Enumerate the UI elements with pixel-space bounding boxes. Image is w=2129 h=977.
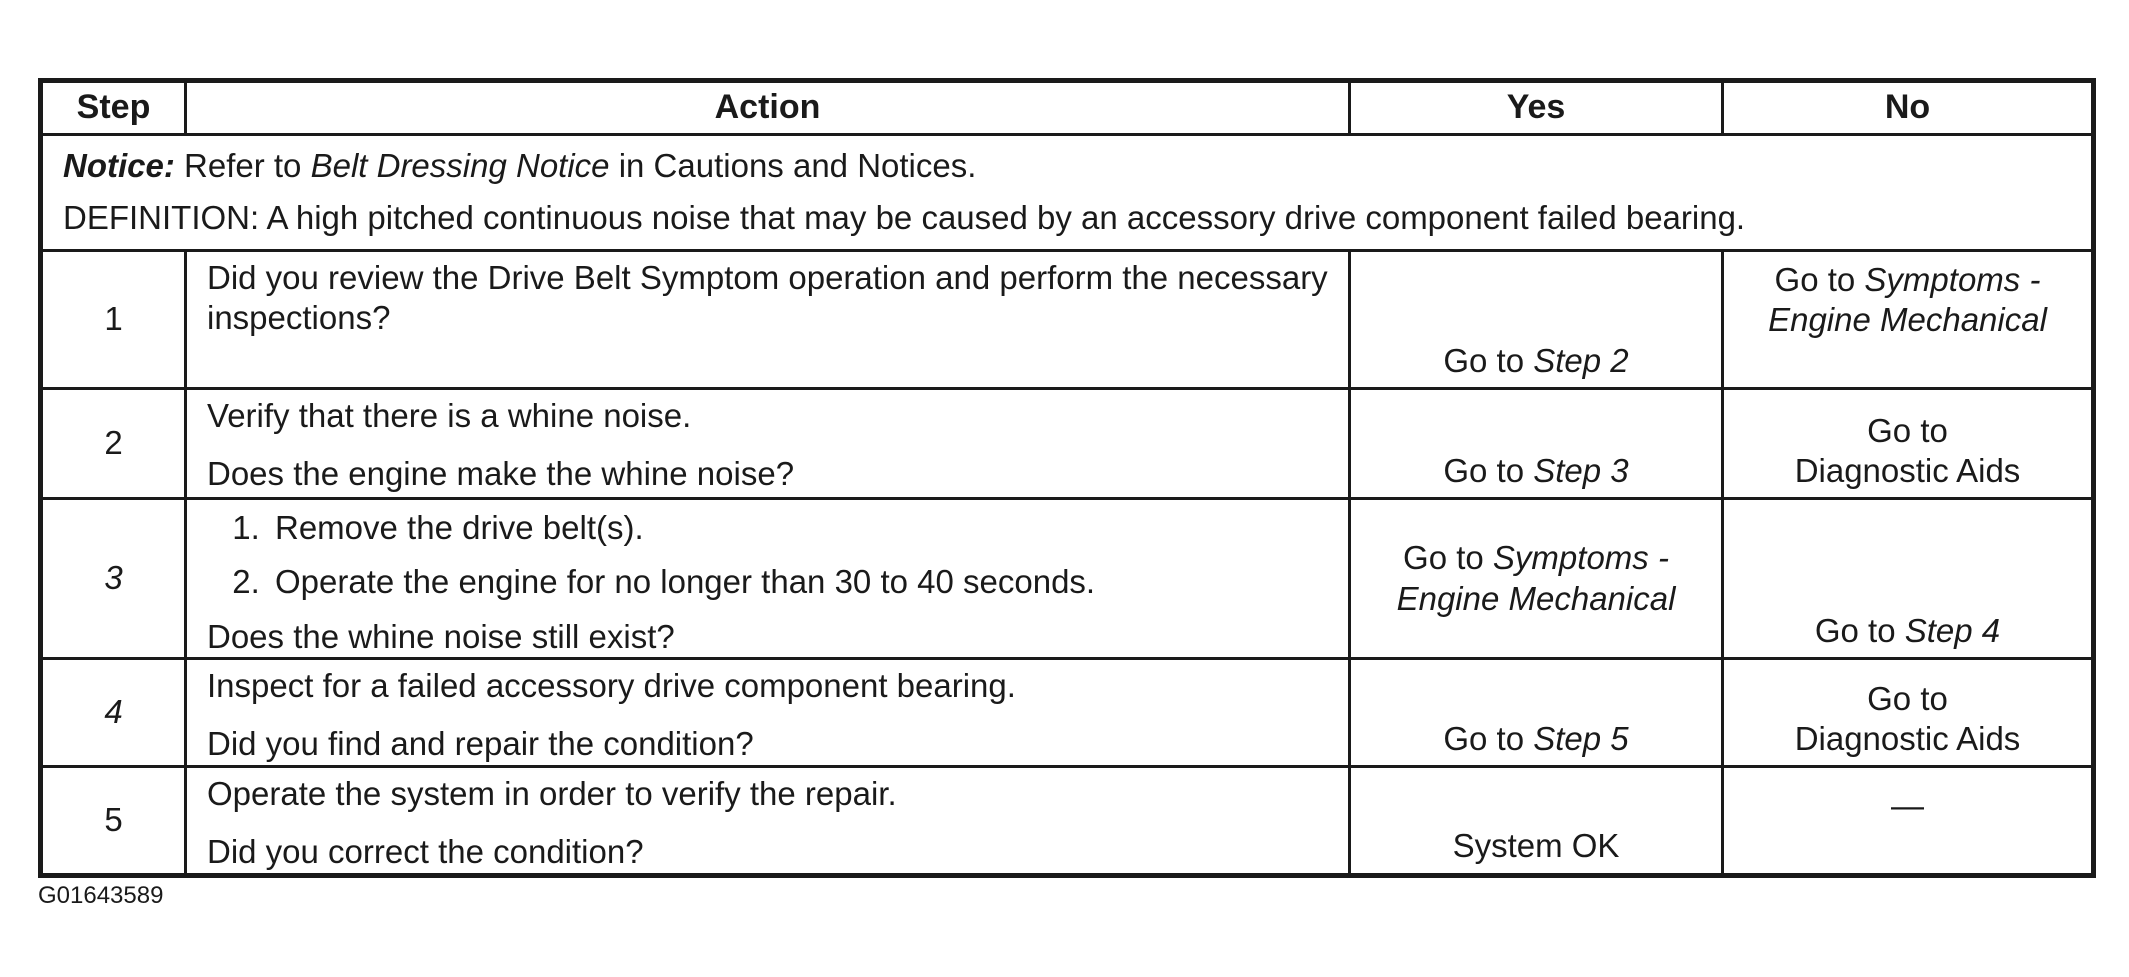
table-row: [41, 389, 2094, 499]
no-target-line2: Engine Mechanical: [1768, 301, 2047, 339]
step-number: 4: [41, 659, 186, 767]
yes-target: Step 5: [1533, 719, 1629, 757]
definition-text: DEFINITION: A high pitched continuous noise that may be caused by an accessory drive component failed bearing.: [63, 199, 1746, 237]
yes-cell[interactable]: System OK: [1350, 767, 1723, 876]
no-cell[interactable]: [1723, 659, 2094, 767]
yes-prefix: Go to: [1443, 719, 1534, 757]
no-cell: [1723, 767, 2094, 876]
no-line2: Diagnostic Aids: [1794, 451, 2021, 489]
action-text: Operate the system in order to verify the repair.: [207, 775, 897, 812]
no-answer-dash: —: [1891, 787, 1924, 824]
notice-label: Notice:: [63, 147, 175, 184]
header-yes: Yes: [1350, 81, 1723, 135]
no-line1: Go to: [1867, 679, 1948, 717]
action-cell: [186, 389, 1350, 499]
notice-row: [41, 135, 2094, 251]
step-number: 1: [41, 251, 186, 389]
action-cell: [186, 659, 1350, 767]
no-prefix: Go to: [1814, 611, 1905, 649]
table-row: [41, 499, 2094, 659]
step-number: 5: [41, 767, 186, 876]
diagnostic-table: [38, 78, 2096, 878]
yes-prefix: Go to: [1403, 539, 1493, 577]
table-row: [41, 251, 2094, 389]
action-cell: [186, 251, 1350, 389]
action-question: Did you correct the condition?: [207, 833, 644, 871]
action-question: Does the engine make the whine noise?: [207, 455, 795, 493]
notice-text: [63, 146, 2071, 186]
yes-cell[interactable]: [1350, 389, 1723, 499]
list-item: 2. Operate the engine for no longer than 30 to 40 seconds.: [269, 562, 1328, 602]
no-cell[interactable]: [1723, 499, 2094, 659]
yes-target: Step 3: [1533, 451, 1629, 489]
table-row: [41, 659, 2094, 767]
notice-cell: [41, 135, 2094, 251]
step-number: 2: [41, 389, 186, 499]
step-number: 3: [41, 499, 186, 659]
notice-pre: Refer to: [174, 147, 311, 184]
no-prefix: Go to: [1774, 261, 1865, 298]
notice-reference: Belt Dressing Notice: [310, 147, 610, 184]
action-question: Did you find and repair the condition?: [207, 725, 754, 763]
no-cell[interactable]: [1723, 251, 2094, 389]
notice-post: in Cautions and Notices.: [609, 147, 977, 184]
no-line2: Diagnostic Aids: [1794, 719, 2021, 757]
list-item: 1. Remove the drive belt(s).: [269, 508, 1328, 548]
yes-cell[interactable]: [1350, 499, 1723, 659]
yes-prefix: Go to: [1443, 341, 1534, 379]
action-text: Inspect for a failed accessory drive component bearing.: [207, 667, 1016, 704]
header-action: Action: [186, 81, 1350, 135]
figure-id: G01643589: [38, 882, 164, 909]
no-target: Step 4: [1904, 611, 2001, 649]
header-step: Step: [41, 81, 186, 135]
no-line1: Go to: [1867, 411, 1948, 449]
yes-target-line1: Symptoms -: [1492, 539, 1669, 577]
yes-target-line2: Engine Mechanical: [1396, 579, 1676, 617]
action-steps-list: [207, 508, 1328, 603]
action-text: Did you review the Drive Belt Symptom operation and perform the necessary inspections?: [207, 259, 1328, 337]
no-target-line1: Symptoms -: [1864, 261, 2041, 298]
table-row: [41, 767, 2094, 876]
header-no: No: [1723, 81, 2094, 135]
header-row: [41, 81, 2094, 135]
yes-target: Step 2: [1533, 341, 1629, 379]
yes-cell[interactable]: [1350, 659, 1723, 767]
action-cell: [186, 767, 1350, 876]
yes-cell[interactable]: [1350, 251, 1723, 389]
action-text: Verify that there is a whine noise.: [207, 397, 692, 434]
yes-prefix: Go to: [1443, 451, 1534, 489]
action-cell: [186, 499, 1350, 659]
action-question: Does the whine noise still exist?: [207, 617, 675, 655]
no-cell[interactable]: [1723, 389, 2094, 499]
